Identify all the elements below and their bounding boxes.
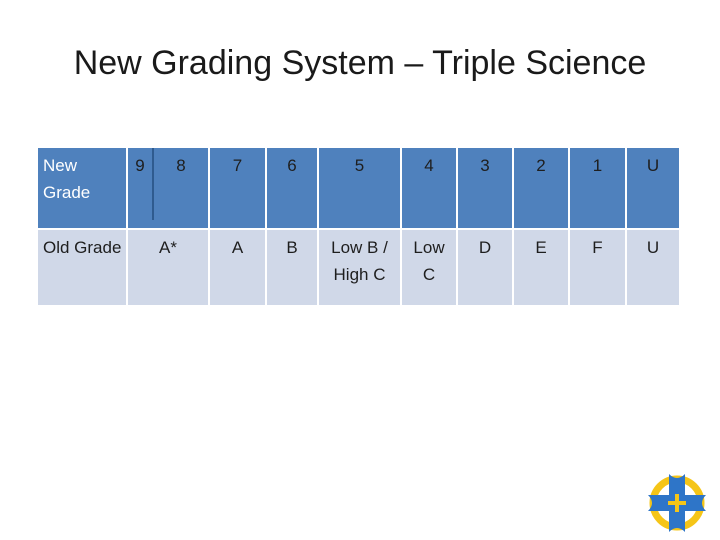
new-grade-1: 1 [569, 147, 626, 229]
new-grade-7: 7 [209, 147, 266, 229]
old-grade-low-c: Low C [401, 229, 457, 306]
new-grade-6: 6 [266, 147, 318, 229]
old-grade-a: A [209, 229, 266, 306]
new-grade-header: New Grade [37, 147, 127, 229]
old-grade-b: B [266, 229, 318, 306]
new-grade-5: 5 [318, 147, 401, 229]
old-grade-header: Old Grade [37, 229, 127, 306]
old-grade-row [37, 229, 680, 306]
new-grade-u: U [626, 147, 680, 229]
old-grade-d: D [457, 229, 513, 306]
new-grade-4: 4 [401, 147, 457, 229]
new-grade-2: 2 [513, 147, 569, 229]
school-crest-cross-icon [646, 472, 708, 534]
old-grade-e: E [513, 229, 569, 306]
new-grade-3: 3 [457, 147, 513, 229]
new-grade-9: 9 [128, 148, 154, 220]
slide-title: New Grading System – Triple Science [73, 44, 647, 82]
old-grade-a-star: A* [127, 229, 209, 306]
new-grade-row [37, 147, 680, 229]
new-grade-8: 8 [176, 156, 186, 175]
old-grade-low-b-high-c: Low B / High C [318, 229, 401, 306]
old-grade-f: F [569, 229, 626, 306]
grading-table [36, 146, 681, 307]
old-grade-u: U [626, 229, 680, 306]
grade-9-8-cell [127, 147, 209, 229]
